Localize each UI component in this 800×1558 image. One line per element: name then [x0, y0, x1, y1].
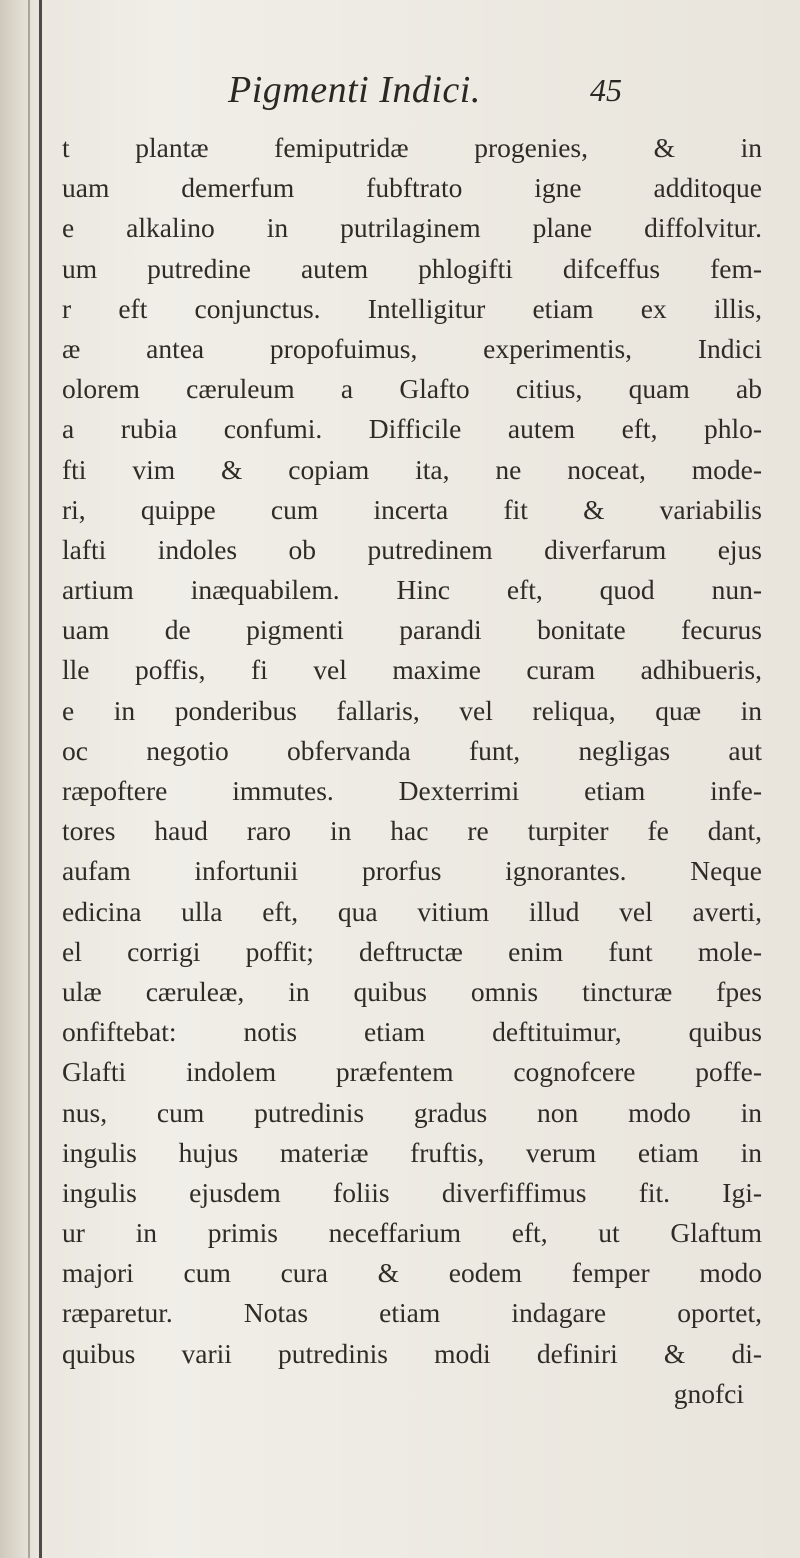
text-line: tores haud raro in hac re turpiter fe dant,: [62, 815, 762, 847]
text-line: uam de pigmenti parandi bonitate fecurus: [62, 614, 762, 646]
text-line: ri, quippe cum incerta fit & variabilis: [62, 493, 762, 525]
text-line: um putredine autem phlogifti difceffus fem-: [62, 252, 762, 284]
text-line: a rubia confumi. Difficile autem eft, phlo-: [62, 413, 762, 445]
text-line: fti vim & copiam ita, ne noceat, mode-: [62, 453, 762, 485]
text-line: ræpoftere immutes. Dexterrimi etiam infe-: [62, 775, 762, 806]
text-line: olorem cæruleum a Glafto citius, quam ab: [62, 373, 762, 405]
text-line: lle poffis, fi vel maxime curam adhibueris,: [62, 654, 762, 686]
body-text: [62, 128, 762, 1414]
running-title: Pigmenti Indici.: [228, 69, 481, 111]
text-line: æ antea propofuimus, experimentis, Indici: [62, 332, 762, 364]
text-line: uam demerfum fubftrato igne additoque: [62, 172, 762, 204]
text-line: oc negotio obfervanda funt, negligas aut: [62, 734, 762, 766]
text-line: edicina ulla eft, qua vitium illud vel averti,: [62, 895, 762, 927]
text-line: artium inæquabilem. Hinc eft, quod nun-: [62, 574, 762, 606]
text-line: ur in primis neceffarium eft, ut Glaftum: [62, 1217, 762, 1249]
text-line: onfiftebat: notis etiam deftituimur, quibus: [62, 1016, 762, 1048]
text-line: ulæ cæruleæ, in quibus omnis tincturæ fpes: [62, 975, 762, 1007]
text-line: t plantæ femiputridæ progenies, & in: [62, 132, 762, 163]
text-line: ræparetur. Notas etiam indagare oportet,: [62, 1297, 762, 1329]
text-line: quibus varii putredinis modi definiri & di-: [62, 1337, 762, 1369]
text-line: e alkalino in putrilaginem plane diffolvitur.: [62, 212, 762, 244]
catchword: gnofci: [673, 1377, 744, 1409]
text-line: majori cum cura & eodem femper modo: [62, 1257, 762, 1289]
text-line: e in ponderibus fallaris, vel reliqua, quæ in: [62, 694, 762, 726]
text-line: aufam infortunii prorfus ignorantes. Neque: [62, 855, 762, 887]
text-line: lafti indoles ob putredinem diverfarum ejus: [62, 533, 762, 565]
text-line: nus, cum putredinis gradus non modo in: [62, 1096, 762, 1128]
text-line: el corrigi poffit; deftructæ enim funt mole-: [62, 935, 762, 967]
page-number: 45: [590, 72, 622, 108]
text-line: Glafti indolem præfentem cognofcere poffe-: [62, 1056, 762, 1088]
text-line: ingulis ejusdem foliis diverfiffimus fit. Igi-: [62, 1176, 762, 1208]
text-line: r eft conjunctus. Intelligitur etiam ex illis,: [62, 292, 762, 324]
text-line: ingulis hujus materiæ fruftis, verum etiam in: [62, 1136, 762, 1168]
page-header: [0, 68, 800, 118]
